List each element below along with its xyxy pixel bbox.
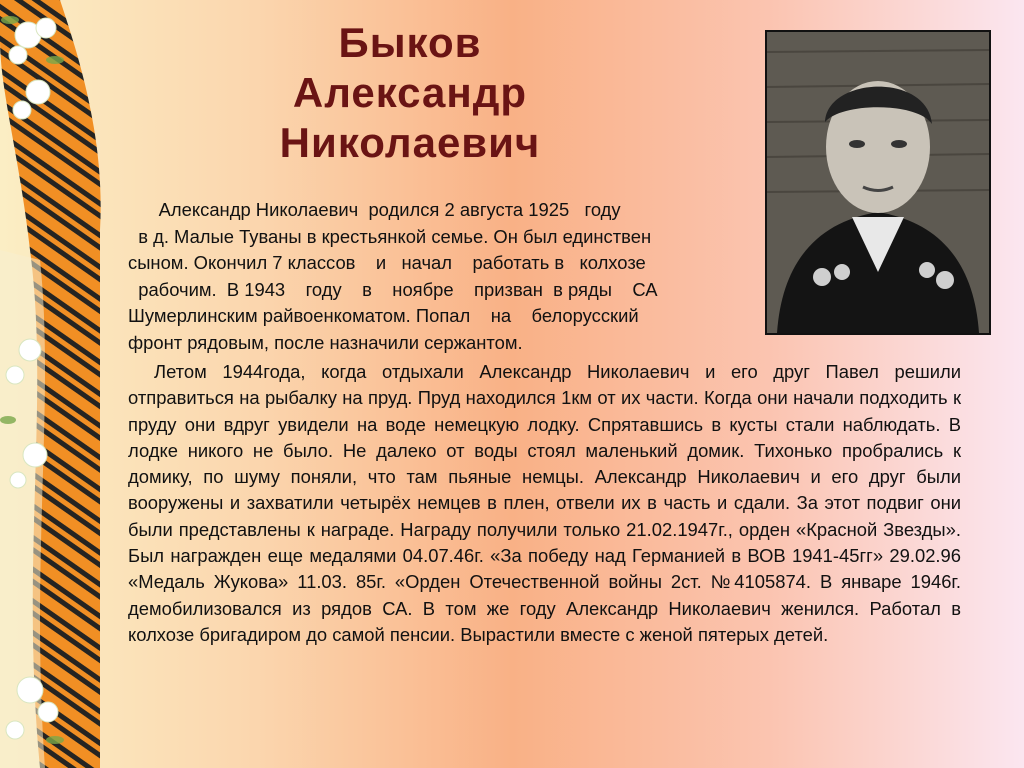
title-surname: Быков (338, 19, 482, 66)
title-patronymic: Николаевич (279, 119, 541, 166)
bio-paragraph-1 (128, 197, 768, 356)
bio-paragraph-2: Летом 1944года, когда отдыхали Александр Николаевич и его друг Павел решили отправиться на рыбалку на пруд. Пруд находился 1км от их части. Когда они начали подходить к пруду они вдруг увидели на воде немецкую лодку. Спрятавшись в кусты стали наблюдать. В лодке никого не было. Не далеко от воды стоял маленький домик. Тихонько пробрались к домику, по шуму поняли, что там пьяные немцы. Александр Николаевич и его друг были вооружены и захватили четырёх немцев в плен, отвели их в часть и сдали. За этот подвиг они были представлены к награде. Награду получили только 21.02.1947г., орден «Красной Звезды». Был награжден еще медалями 04.07.46г. «За победу над Германией в ВОВ 1941-45гг» 29.02.96 «Медаль Жукова» 11.03. 85г. «Орден Отечественной войны 2ст. №4105874. В январе 1946г. демобилизовался из рядов СА. В том же году Александр Николаевич женился. Работал в колхозе бригадиром до самой пенсии. Вырастили вместе с женой пятерых детей. (128, 361, 961, 645)
st-george-ribbon-decoration (0, 0, 115, 768)
bio-line: Александр Николаевич родился 2 августа 1925 году (128, 199, 621, 220)
page-title (215, 18, 605, 168)
bio-line: фронт рядовым, после назначили сержантом. (128, 331, 523, 353)
bio-line: рабочим. В 1943 году в ноябре призван в ряды СА (128, 278, 658, 300)
portrait-photo (765, 30, 991, 335)
bio-line: сыном. Окончил 7 классов и начал работать в колхозе (128, 252, 646, 273)
title-first-name: Александр (292, 69, 528, 116)
bio-line: в д. Малые Туваны в крестьянкой семье. Он был единствен (128, 225, 652, 247)
bio-line: Шумерлинским райвоенкоматом. Попал на белорусский (128, 305, 639, 326)
